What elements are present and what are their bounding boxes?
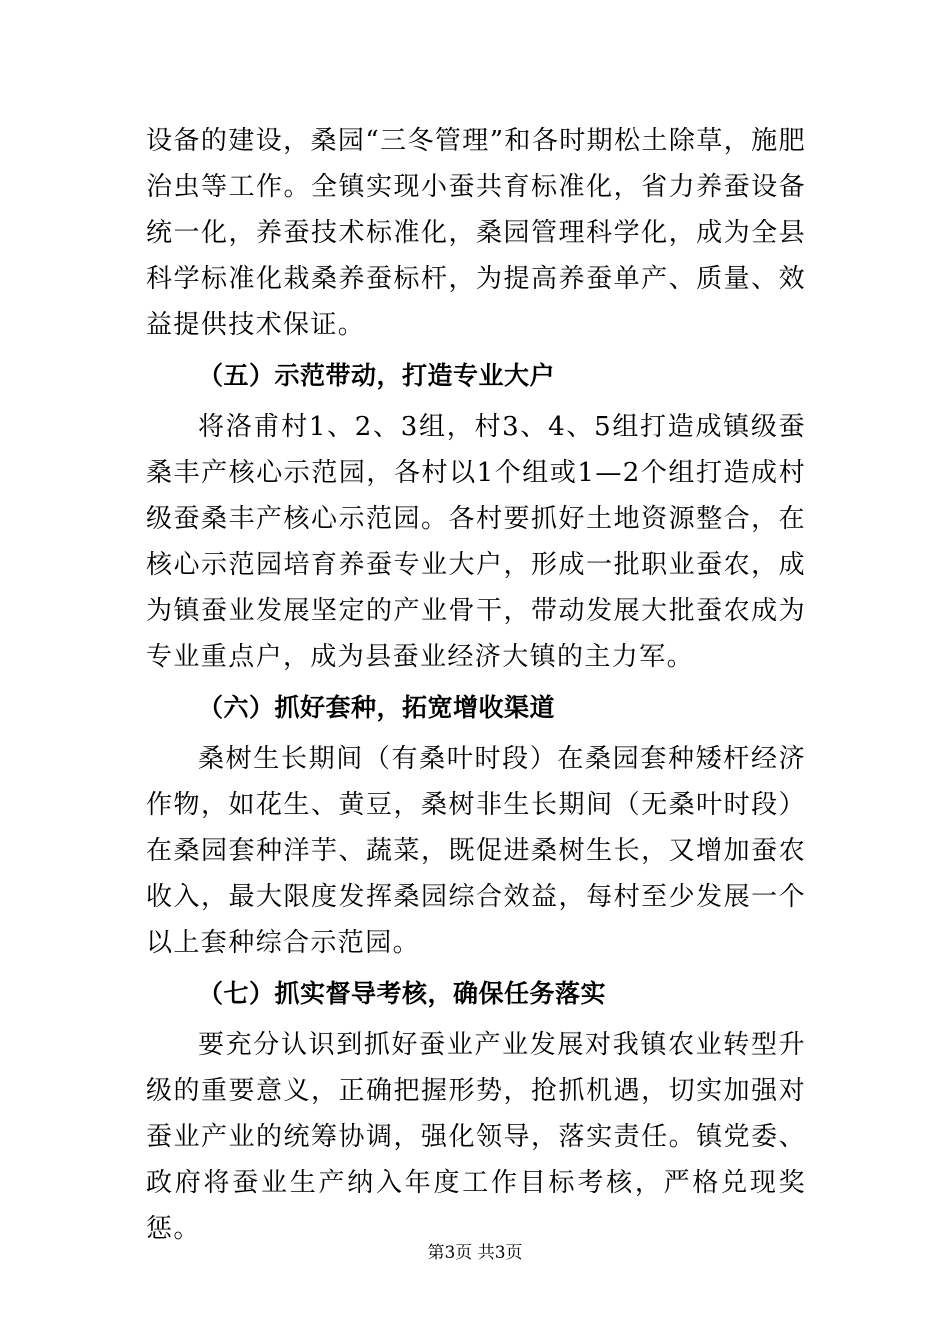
paragraph-section-5: 将洛甫村1、2、3组，村3、4、5组打造成镇级蚕桑丰产核心示范园，各村以1个组或1—2个组打造成村级蚕桑丰产核心示范园。各村要抓好土地资源整合，在核心示范园培育养蚕专业大户，形成一批职业蚕农，成为镇蚕业发展坚定的产业骨干，带动发展大批蚕农成为专业重点户，成为县蚕业经济大镇的主力军。 <box>146 412 806 672</box>
page-footer: 第3页 共3页 <box>427 1243 523 1263</box>
paragraph-section-7: 要充分认识到抓好蚕业产业发展对我镇农业转型升级的重要意义，正确把握形势，抢抓机遇，切实加强对蚕业产业的统筹协调，强化领导，落实责任。镇党委、政府将蚕业生产纳入年度工作目标考核，严格兑现奖惩。 <box>146 1030 806 1244</box>
section-heading-5: （五）示范带动，打造专业大户 <box>198 361 556 390</box>
paragraph-continuation: 设备的建设，桑园“三冬管理”和各时期松土除草，施肥治虫等工作。全镇实现小蚕共育标准化，省力养蚕设备统一化，养蚕技术标准化，桑园管理科学化，成为全县科学标准化栽桑养蚕标杆，为提高养蚕单产、质量、效益提供技术保证。 <box>146 126 806 340</box>
section-heading-6: （六）抓好套种，拓宽增收渠道 <box>198 693 556 722</box>
section-heading-7: （七）抓实督导考核，确保任务落实 <box>198 979 607 1008</box>
paragraph-section-6: 桑树生长期间（有桑叶时段）在桑园套种矮杆经济作物，如花生、黄豆，桑树非生长期间（无桑叶时段）在桑园套种洋芋、蔬菜，既促进桑树生长，又增加蚕农收入，最大限度发挥桑园综合效益，每村至少发展一个以上套种综合示范园。 <box>146 744 806 958</box>
document-body <box>146 118 806 1252</box>
